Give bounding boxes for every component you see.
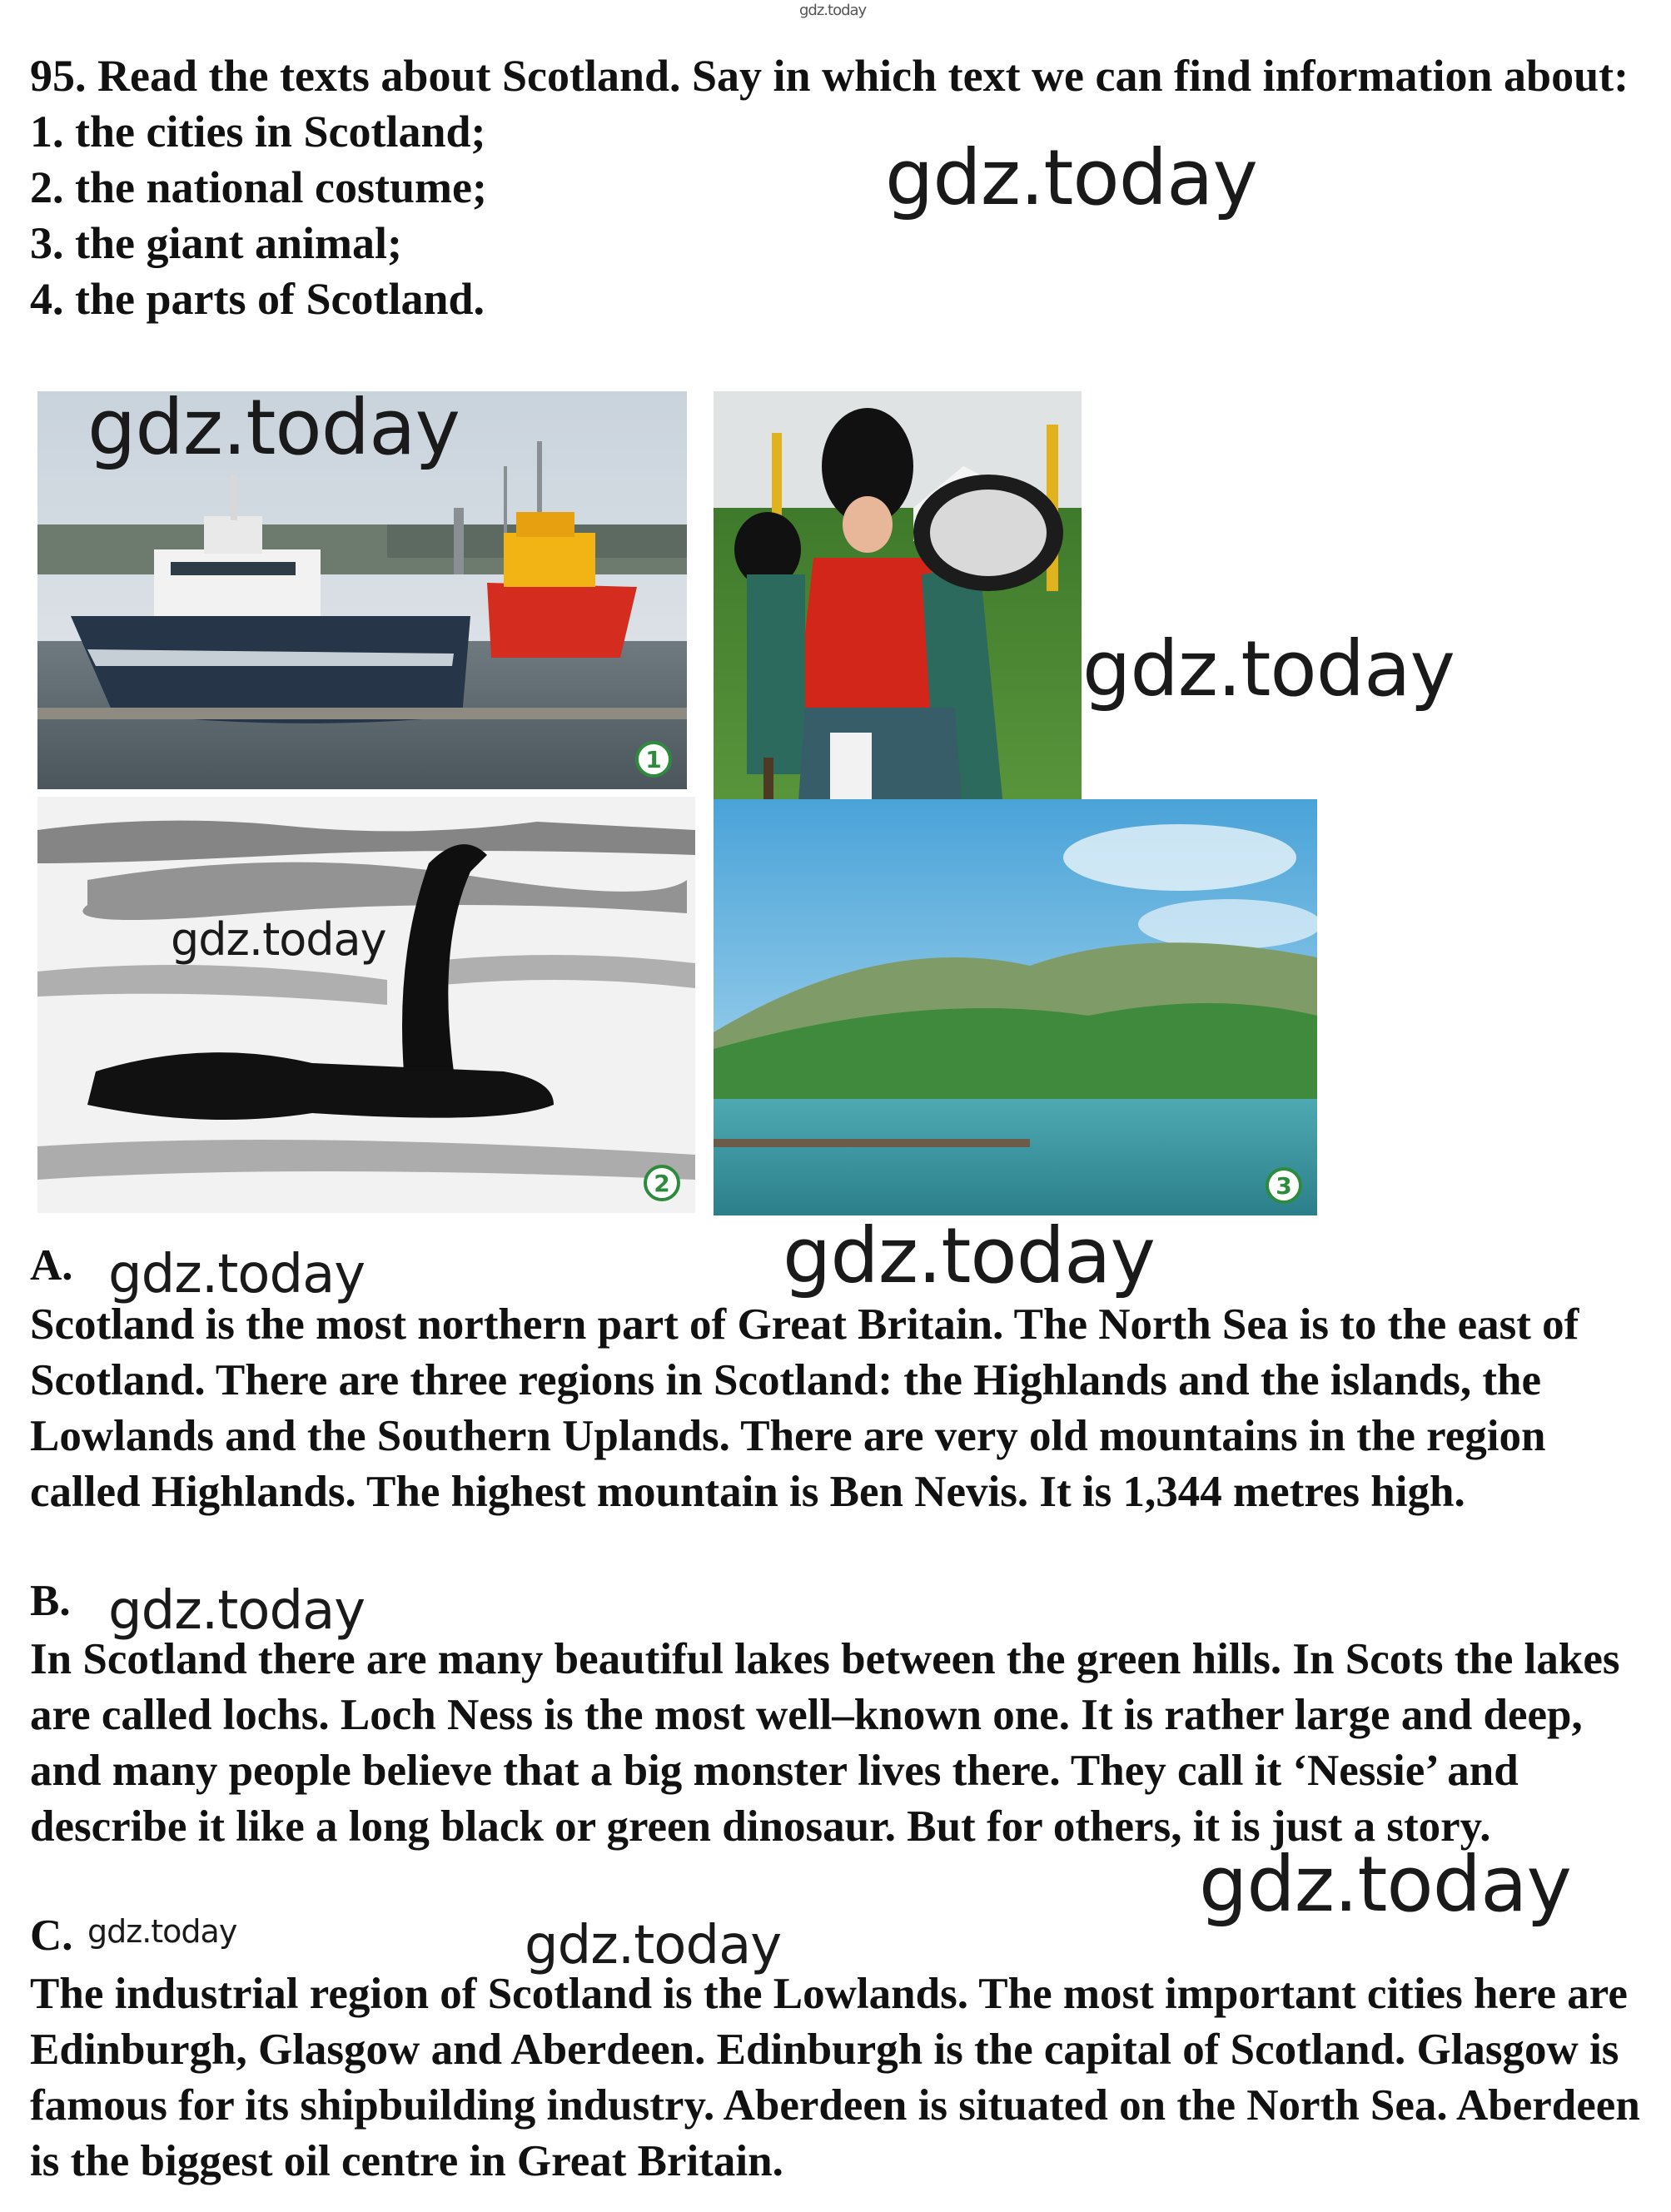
photo-number-1: 1 — [635, 741, 672, 778]
watermark: gdz.today — [1082, 624, 1455, 713]
photo-number-3: 3 — [1266, 1167, 1302, 1204]
watermark: gdz.today — [108, 1244, 366, 1305]
task-item-3: 3. the giant animal; — [30, 218, 403, 268]
photo-ships — [37, 391, 687, 789]
watermark: gdz.today — [525, 1915, 782, 1976]
task-block — [30, 48, 1645, 327]
watermark: gdz.today — [87, 1913, 237, 1950]
text-b-letter: B. — [30, 1577, 71, 1625]
task-item-4: 4. the parts of Scotland. — [30, 274, 485, 324]
watermark: gdz.today — [87, 391, 460, 472]
text-a-body: Scotland is the most northern part of Great Britain. The North Sea is to the east of Scotland. There are three regions in Scotland: the Highlands and the islands, the Lowlands and the Southern Uplands. There are very old mountains in the region called Highlands. The highest mountain is Ben Nevis. It is 1,344 metres high. — [30, 1300, 1579, 1516]
task-title: 95. Read the texts about Scotland. Say in which text we can find information about: — [30, 51, 1629, 101]
text-c-letter: C. — [30, 1911, 73, 1960]
watermark: gdz.today — [783, 1211, 1155, 1300]
photo-monster — [37, 797, 695, 1213]
text-c-body: The industrial region of Scotland is the Lowlands. The most important cities here are Edinburgh, Glasgow and Aberdeen. Edinburgh is the capital of Scotland. Glasgow is famous for its shipbuilding industry. Aberdeen is situated on the North Sea. Aberdeen is the biggest oil centre in Great Britain. — [30, 1970, 1640, 2185]
top-watermark: gdz.today — [799, 2, 867, 19]
watermark: gdz.today — [1199, 1840, 1571, 1929]
task-item-1: 1. the cities in Scotland; — [30, 107, 486, 157]
text-a-letter: A. — [30, 1241, 73, 1290]
photo-number-2: 2 — [644, 1165, 680, 1201]
text-b-body: In Scotland there are many beautiful lakes between the green hills. In Scots the lakes are called lochs. Loch Ness is the most well–known one. It is rather large and deep, and many people believe that a big monster lives there. They call it ‘Nessie’ and describe it like a long black or green dinosaur. But for others, it is just a story. — [30, 1635, 1620, 1851]
watermark: gdz.today — [885, 133, 1257, 222]
watermark: gdz.today — [171, 913, 386, 966]
photo-mountains — [714, 799, 1317, 1215]
task-item-2: 2. the national costume; — [30, 162, 487, 212]
watermark: gdz.today — [108, 1580, 366, 1642]
